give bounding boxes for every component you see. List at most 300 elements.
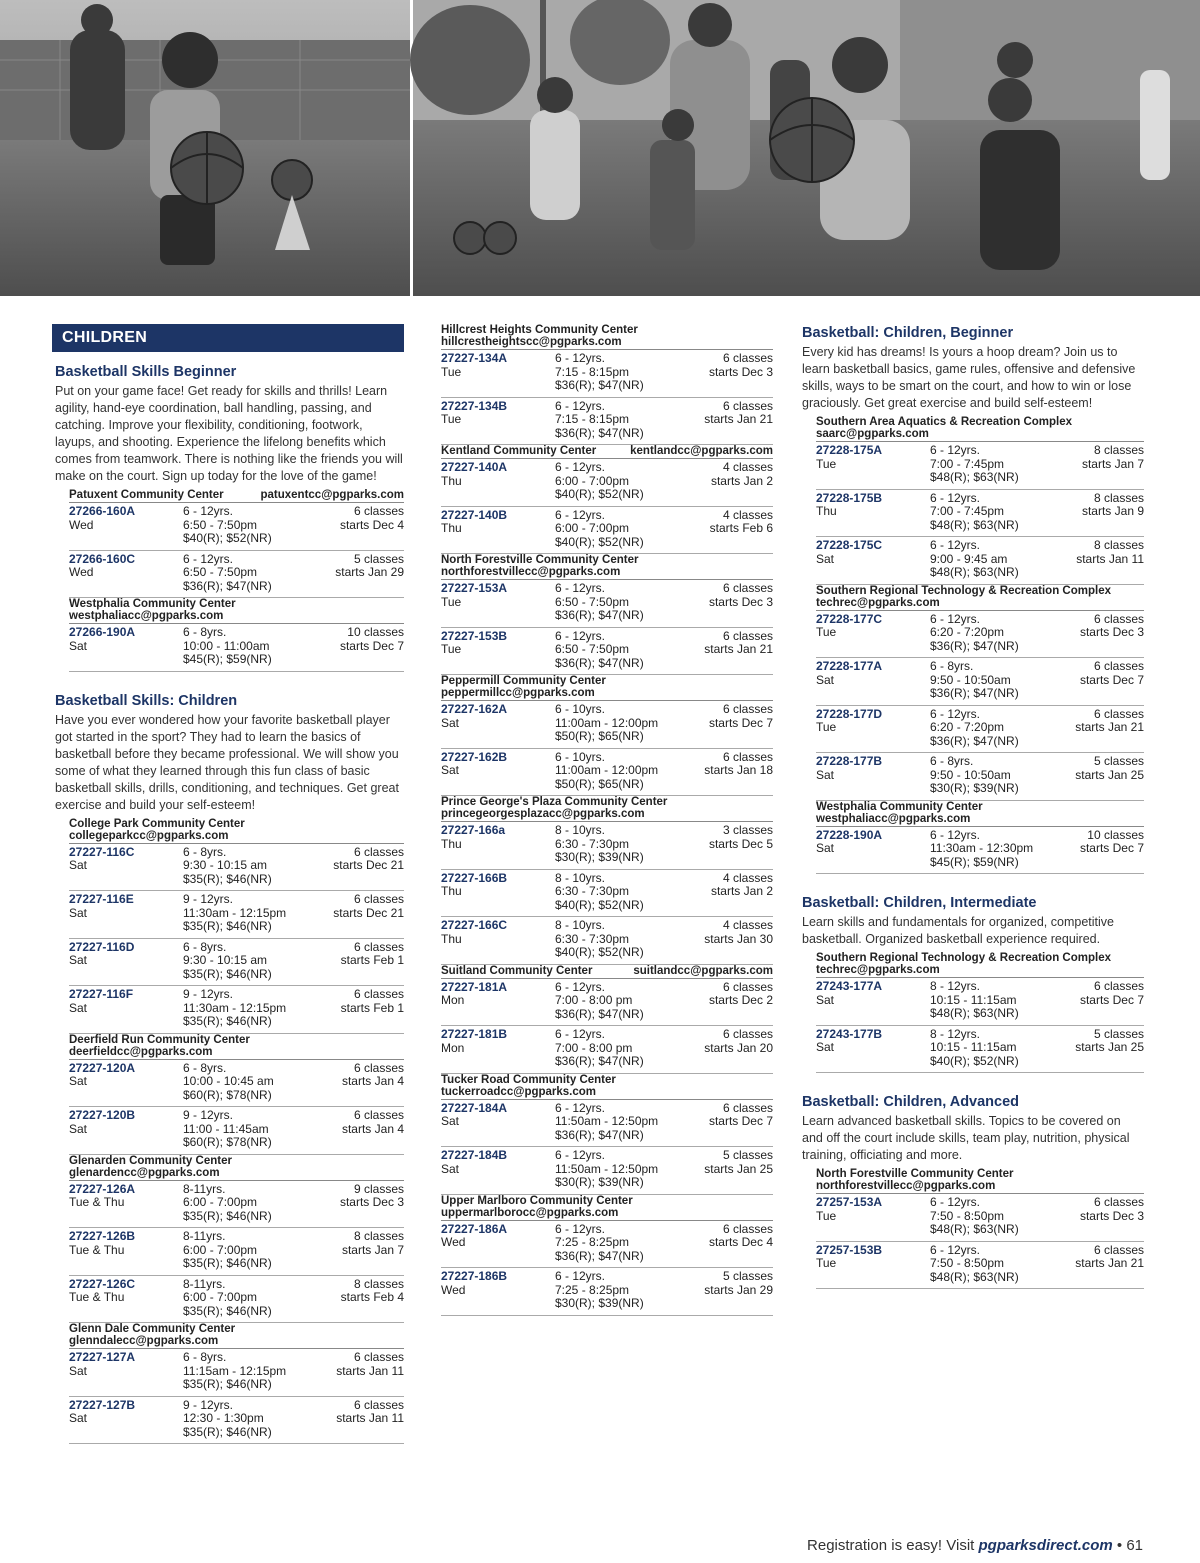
class-start: starts Jan 4 (341, 1121, 404, 1136)
class-spacer (1075, 1055, 1144, 1069)
class-time: 7:25 - 8:25pm (555, 1282, 630, 1297)
footer-text: Registration is easy! Visit (807, 1537, 979, 1554)
class-code[interactable]: 27227-140A (441, 460, 508, 474)
class-time: 6:50 - 7:50pm (555, 594, 630, 609)
class-fee: $50(R); $65(NR) (555, 729, 644, 743)
class-day: Sat (69, 638, 88, 653)
venue-header (441, 324, 773, 350)
section-title: Basketball Skills Beginner (55, 364, 237, 380)
section-title: Basketball: Children, Beginner (802, 325, 1014, 341)
class-row (441, 1026, 773, 1074)
class-row (441, 459, 773, 507)
class-code[interactable]: 27227-116D (69, 939, 135, 954)
class-age: 6 - 12yrs. (555, 979, 606, 994)
class-code[interactable]: 27228-190A (816, 827, 883, 842)
class-time: 6:30 - 7:30pm (555, 884, 630, 898)
class-spacer (1076, 566, 1144, 580)
venue-email[interactable]: hillcrestheightscc@pgparks.com (441, 336, 622, 348)
class-spacer (709, 379, 773, 393)
class-start: starts Dec 4 (708, 1235, 773, 1249)
class-row (441, 350, 773, 398)
class-spacer (441, 851, 555, 865)
class-fee: $48(R); $63(NR) (930, 565, 1019, 579)
class-spacer (441, 1055, 555, 1069)
class-age: 9 - 12yrs. (183, 1397, 234, 1412)
class-count: 6 classes (353, 1397, 404, 1412)
venue-email[interactable]: techrec@pgparks.com (816, 596, 940, 609)
class-age: 9 - 12yrs. (183, 1108, 234, 1122)
class-day: Thu (441, 884, 462, 898)
class-row (69, 891, 404, 939)
class-time: 6:20 - 7:20pm (930, 625, 1005, 639)
venue-email[interactable]: deerfieldcc@pgparks.com (69, 1045, 213, 1058)
class-code[interactable]: 27228-177D (816, 706, 883, 721)
class-day: Mon (441, 993, 465, 1007)
class-code[interactable]: 27257-153B (816, 1242, 883, 1257)
class-count: 10 classes (347, 625, 404, 639)
class-count: 6 classes (353, 939, 404, 954)
class-code[interactable]: 27228-177B (816, 754, 883, 768)
class-fee: $35(R); $46(NR) (183, 1208, 272, 1223)
class-code[interactable]: 27227-134B (441, 398, 508, 413)
class-start: starts Feb 1 (340, 1000, 404, 1015)
class-spacer (816, 640, 930, 654)
class-code[interactable]: 27228-177C (816, 611, 883, 626)
class-fee: $35(R); $46(NR) (183, 966, 272, 981)
class-spacer (333, 873, 404, 887)
class-age: 6 - 12yrs. (930, 538, 981, 552)
class-code[interactable]: 27228-175B (816, 490, 883, 505)
class-start: starts Jan 11 (336, 1411, 404, 1425)
class-day: Sat (816, 841, 835, 855)
class-row (69, 1228, 404, 1276)
class-spacer (704, 657, 773, 671)
class-spacer (441, 1250, 555, 1264)
class-code[interactable]: 27243-177B (816, 1026, 883, 1041)
class-code[interactable]: 27227-181B (441, 1027, 508, 1041)
class-spacer (816, 1007, 930, 1021)
class-code[interactable]: 27227-116C (69, 844, 135, 859)
class-code[interactable]: 27227-134A (441, 351, 508, 365)
class-spacer (441, 778, 555, 792)
class-spacer (441, 730, 555, 744)
class-fee: $60(R); $78(NR) (183, 1135, 272, 1149)
class-code[interactable]: 27227-127B (69, 1397, 136, 1412)
basketball-photo-icon (0, 0, 1200, 296)
class-day: Tue (441, 594, 462, 609)
class-count: 3 classes (722, 823, 773, 837)
class-fee: $50(R); $65(NR) (555, 776, 644, 791)
class-row (441, 628, 773, 676)
class-row (816, 1194, 1144, 1242)
class-start: starts Jan 7 (341, 1242, 404, 1257)
class-day: Sat (441, 1161, 460, 1176)
class-row (69, 624, 404, 672)
class-start: starts Jan 9 (1081, 504, 1144, 518)
class-time: 6:20 - 7:20pm (930, 720, 1005, 734)
class-row (69, 986, 404, 1034)
class-day: Sat (441, 1114, 460, 1128)
venue-name: Southern Regional Technology & Recreation Complex (816, 584, 1111, 597)
venue-email[interactable]: tuckerroadcc@pgparks.com (441, 1085, 597, 1098)
class-spacer (1080, 1223, 1144, 1237)
venue-header (816, 585, 1144, 611)
class-time: 9:30 - 10:15 am (183, 858, 268, 872)
venue-email[interactable]: collegeparkcc@pgparks.com (69, 829, 229, 842)
class-count: 8 classes (1093, 490, 1144, 505)
venue-email[interactable]: kentlandcc@pgparks.com (630, 445, 773, 457)
class-list (69, 1060, 404, 1155)
class-row (69, 1181, 404, 1229)
section-title: Basketball Skills: Children (55, 692, 238, 709)
section-gap (799, 874, 1144, 894)
class-time: 7:50 - 8:50pm (930, 1208, 1005, 1223)
class-day: Tue (441, 642, 462, 656)
class-code[interactable]: 27227-153B (441, 628, 508, 643)
class-age: 6 - 12yrs. (555, 628, 606, 643)
class-day: Mon (441, 1040, 465, 1055)
class-spacer (69, 1426, 183, 1440)
class-spacer (704, 427, 773, 441)
class-day: Tue (816, 720, 837, 734)
class-age: 6 - 12yrs. (183, 551, 234, 566)
class-fee: $40(R); $52(NR) (183, 531, 272, 545)
class-code[interactable]: 27227-126B (69, 1229, 136, 1243)
class-time: 10:00 - 10:45 am (183, 1074, 274, 1088)
venue-header (69, 1323, 404, 1349)
class-row (69, 551, 404, 599)
class-spacer (816, 519, 930, 533)
class-count: 5 classes (722, 1269, 773, 1283)
class-count: 6 classes (353, 504, 404, 518)
class-list (69, 844, 404, 1034)
venue-name: Southern Area Aquatics & Recreation Complex (816, 416, 1073, 428)
class-time: 7:00 - 8:00 pm (555, 1040, 633, 1055)
class-count: 4 classes (722, 460, 773, 474)
class-age: 8 - 10yrs. (555, 823, 606, 837)
class-spacer (1080, 856, 1144, 870)
venue-header (441, 796, 773, 822)
venue-header (69, 818, 404, 844)
class-time: 7:00 - 8:00 pm (555, 993, 633, 1007)
class-list (69, 624, 404, 672)
class-code[interactable]: 27227-126C (69, 1276, 136, 1291)
class-day: Thu (441, 521, 462, 535)
class-start: starts Jan 25 (704, 1161, 773, 1176)
class-count: 8 classes (1093, 443, 1144, 457)
class-fee: $48(R); $63(NR) (930, 517, 1019, 532)
class-age: 6 - 12yrs. (555, 398, 606, 413)
column-3 (799, 324, 1144, 1289)
class-time: 9:50 - 10:50am (930, 767, 1011, 782)
section-description: Have you ever wondered how your favorite basketball player got started in the sport? They had to learn the basics of basketball before they became professional. We will show you some of what they learned through this fun class of basic basketball skills, drills, conditioning, and techniques. Get great exercise and build your self-esteem! (55, 712, 399, 812)
class-code[interactable]: 27227-184B (441, 1148, 508, 1162)
class-code[interactable]: 27227-186B (441, 1269, 508, 1283)
class-start: starts Jan 29 (335, 565, 404, 579)
venue-email[interactable]: techrec@pgparks.com (816, 964, 940, 976)
class-row (441, 1268, 773, 1316)
class-list (816, 611, 1144, 801)
class-age: 8 - 10yrs. (555, 918, 606, 932)
class-day: Sat (816, 672, 835, 687)
class-start: starts Dec 7 (1079, 992, 1144, 1007)
class-fee: $36(R); $47(NR) (930, 686, 1019, 700)
class-day: Sat (816, 767, 835, 782)
class-age: 6 - 8yrs. (183, 939, 227, 954)
class-code[interactable]: 27227-184A (441, 1100, 508, 1115)
class-day: Wed (441, 1282, 466, 1297)
class-spacer (441, 1297, 555, 1311)
class-age: 6 - 12yrs. (930, 1195, 981, 1209)
venue-email[interactable]: westphaliacc@pgparks.com (69, 610, 224, 622)
class-code[interactable]: 27227-120B (69, 1108, 136, 1122)
class-code[interactable]: 27266-190A (69, 625, 136, 639)
venue-email[interactable]: northforestvillecc@pgparks.com (816, 1180, 996, 1192)
venue-name: North Forestville Community Center (816, 1168, 1014, 1180)
class-code[interactable]: 27227-162B (441, 749, 508, 764)
class-count: 6 classes (353, 1350, 404, 1364)
class-code[interactable]: 27227-116E (69, 892, 134, 906)
class-fee: $35(R); $46(NR) (183, 871, 272, 886)
class-count: 6 classes (722, 702, 773, 716)
class-spacer (69, 1015, 183, 1029)
class-start: starts Dec 7 (708, 715, 773, 730)
class-list (441, 822, 773, 965)
class-day: Sat (69, 1363, 88, 1378)
venue-name: Southern Regional Technology & Recreation Complex (816, 952, 1111, 964)
class-code[interactable]: 27227-166a (441, 823, 506, 837)
class-day: Thu (441, 473, 462, 488)
class-fee: $36(R); $47(NR) (555, 608, 644, 622)
class-start: starts Dec 7 (708, 1114, 773, 1128)
class-start: starts Dec 7 (339, 638, 404, 653)
venue-header (441, 675, 773, 701)
class-age: 6 - 12yrs. (555, 1269, 606, 1283)
class-spacer (816, 687, 930, 701)
class-day: Sat (69, 1000, 88, 1015)
class-code[interactable]: 27257-153A (816, 1195, 883, 1209)
venue-email[interactable]: princegeorgesplazacc@pgparks.com (441, 808, 645, 820)
section-title: Basketball: Children, Advanced (802, 1094, 1020, 1110)
class-count: 6 classes (722, 398, 773, 413)
venue-email[interactable]: saarc@pgparks.com (816, 428, 929, 440)
class-fee: $45(R); $59(NR) (183, 652, 272, 666)
class-row (816, 753, 1144, 801)
class-count: 6 classes (722, 1221, 773, 1236)
class-code[interactable]: 27227-140B (441, 507, 508, 522)
class-start: starts Jan 4 (341, 1074, 404, 1088)
class-spacer (816, 471, 930, 485)
class-list (69, 1181, 404, 1324)
class-row (816, 827, 1144, 875)
venue-name: Kentland Community Center (441, 445, 597, 457)
class-count: 4 classes (722, 870, 773, 885)
class-spacer (1082, 519, 1144, 533)
class-time: 7:15 - 8:15pm (555, 412, 630, 426)
class-row (69, 939, 404, 987)
class-time: 10:00 - 11:00am (183, 638, 270, 653)
class-day: Wed (69, 517, 94, 532)
venue-header (441, 445, 773, 459)
class-count: 6 classes (353, 892, 404, 906)
class-start: starts Jan 2 (710, 473, 773, 488)
venue-header (816, 1168, 1144, 1194)
class-start: starts Feb 6 (709, 521, 773, 535)
class-start: starts Jan 29 (704, 1282, 773, 1297)
class-row (816, 490, 1144, 538)
class-start: starts Dec 3 (1079, 625, 1144, 639)
class-fee: $45(R); $59(NR) (930, 854, 1019, 869)
class-start: starts Jan 7 (1081, 456, 1144, 471)
class-fee: $30(R); $39(NR) (930, 781, 1019, 795)
venue-email[interactable]: suitlandcc@pgparks.com (633, 964, 773, 977)
class-count: 5 classes (1093, 1026, 1144, 1041)
class-spacer (335, 580, 404, 594)
class-count: 10 classes (1087, 827, 1144, 842)
class-code[interactable]: 27228-177A (816, 659, 883, 673)
class-fee: $35(R); $46(NR) (183, 1014, 272, 1028)
class-time: 6:30 - 7:30pm (555, 931, 630, 946)
class-code[interactable]: 27227-153A (441, 581, 508, 595)
class-day: Tue (441, 364, 462, 379)
class-code[interactable]: 27227-126A (69, 1181, 136, 1196)
class-spacer (709, 730, 773, 744)
class-count: 6 classes (1093, 611, 1144, 626)
class-spacer (441, 536, 555, 550)
class-row (441, 507, 773, 555)
class-spacer (709, 1008, 773, 1022)
class-row (69, 1107, 404, 1155)
section-gap (799, 1073, 1144, 1093)
class-spacer (441, 379, 555, 393)
class-spacer (69, 968, 183, 982)
class-spacer (816, 566, 930, 580)
class-start: starts Dec 3 (1079, 1208, 1144, 1223)
class-fee: $48(R); $63(NR) (930, 1269, 1019, 1284)
class-code[interactable]: 27227-120A (69, 1060, 136, 1075)
class-count: 6 classes (722, 351, 773, 365)
class-spacer (333, 920, 404, 934)
class-spacer (816, 735, 930, 749)
class-start: starts Jan 11 (336, 1363, 404, 1378)
class-list (441, 1100, 773, 1195)
venue-name: College Park Community Center (69, 817, 245, 830)
class-fee: $36(R); $47(NR) (555, 1054, 644, 1068)
class-spacer (341, 1305, 404, 1319)
class-code[interactable]: 27228-175A (816, 443, 883, 457)
class-start: starts Dec 3 (708, 594, 773, 609)
venue-name: Westphalia Community Center (816, 800, 983, 813)
venue-header (816, 801, 1144, 827)
class-row (441, 822, 773, 870)
class-row (441, 1100, 773, 1148)
class-fee: $36(R); $47(NR) (555, 378, 644, 392)
class-count: 6 classes (722, 581, 773, 595)
class-day: Thu (441, 836, 462, 851)
footer-site-link[interactable]: pgparksdirect.com (978, 1537, 1113, 1554)
class-age: 6 - 12yrs. (930, 490, 981, 505)
class-day: Sat (69, 858, 88, 872)
class-row (816, 1242, 1144, 1290)
class-age: 6 - 12yrs. (930, 443, 981, 457)
class-day: Sat (69, 1121, 88, 1136)
class-spacer (69, 1305, 183, 1319)
class-time: 11:15am - 12:15pm (183, 1363, 287, 1378)
class-time: 10:15 - 11:15am (930, 992, 1017, 1007)
class-fee: $60(R); $78(NR) (183, 1087, 272, 1102)
class-fee: $36(R); $47(NR) (555, 1127, 644, 1142)
venue-name: Westphalia Community Center (69, 598, 236, 610)
class-time: 9:50 - 10:50am (930, 672, 1011, 687)
col3-sections (799, 324, 1144, 1289)
class-spacer (441, 427, 555, 441)
class-code[interactable]: 27227-127A (69, 1350, 136, 1364)
class-day: Sat (816, 992, 835, 1007)
venue-email[interactable]: northforestvillecc@pgparks.com (441, 566, 621, 578)
class-code[interactable]: 27227-166B (441, 870, 508, 885)
class-spacer (1080, 1007, 1144, 1021)
class-code[interactable]: 27243-177A (816, 979, 883, 993)
class-age: 6 - 12yrs. (183, 504, 234, 518)
class-spacer (69, 1257, 183, 1271)
venue-email[interactable]: glenndalecc@pgparks.com (69, 1335, 219, 1347)
class-day: Tue & Thu (69, 1195, 125, 1209)
venue-email[interactable]: glenardencc@pgparks.com (69, 1166, 220, 1179)
class-count: 6 classes (353, 1060, 404, 1075)
class-spacer (342, 1136, 404, 1150)
venue-email[interactable]: peppermillcc@pgparks.com (441, 687, 595, 699)
class-code[interactable]: 27227-186A (441, 1221, 508, 1236)
class-spacer (336, 1426, 404, 1440)
header-photo (0, 0, 1200, 296)
class-age: 6 - 12yrs. (930, 1242, 981, 1257)
class-time: 6:00 - 7:00pm (183, 1290, 258, 1304)
class-spacer (711, 488, 773, 502)
venue-header (816, 416, 1144, 442)
class-code[interactable]: 27228-175C (816, 538, 883, 552)
class-code[interactable]: 27227-116F (69, 987, 134, 1001)
class-spacer (1080, 687, 1144, 701)
class-spacer (69, 653, 183, 667)
page-footer (0, 1537, 1143, 1554)
class-age: 6 - 12yrs. (555, 351, 606, 365)
class-list (69, 503, 404, 598)
venue-email[interactable]: patuxentcc@pgparks.com (260, 489, 404, 501)
class-time: 6:00 - 7:00pm (555, 473, 630, 488)
class-code[interactable]: 27227-162A (441, 702, 508, 716)
venue-email[interactable]: westphaliacc@pgparks.com (816, 812, 971, 825)
class-spacer (704, 1055, 773, 1069)
class-count: 6 classes (722, 749, 773, 764)
class-spacer (709, 1250, 773, 1264)
class-time: 11:00am - 12:00pm (555, 715, 659, 730)
class-code[interactable]: 27227-181A (441, 979, 508, 994)
class-start: starts Dec 3 (708, 364, 773, 379)
venue-email[interactable]: uppermarlborocc@pgparks.com (441, 1206, 619, 1219)
class-code[interactable]: 27227-166C (441, 918, 508, 932)
venue-header (69, 1034, 404, 1060)
class-day: Wed (69, 565, 94, 579)
class-fee: $40(R); $52(NR) (930, 1053, 1019, 1068)
venue-name: Hillcrest Heights Community Center (441, 324, 638, 336)
class-count: 8 classes (1093, 538, 1144, 552)
class-fee: $35(R); $46(NR) (183, 1256, 272, 1270)
class-row (441, 979, 773, 1027)
class-time: 6:50 - 7:50pm (183, 565, 258, 579)
class-fee: $35(R); $46(NR) (183, 1303, 272, 1318)
class-code[interactable]: 27266-160A (69, 504, 136, 518)
class-code[interactable]: 27266-160C (69, 551, 136, 566)
